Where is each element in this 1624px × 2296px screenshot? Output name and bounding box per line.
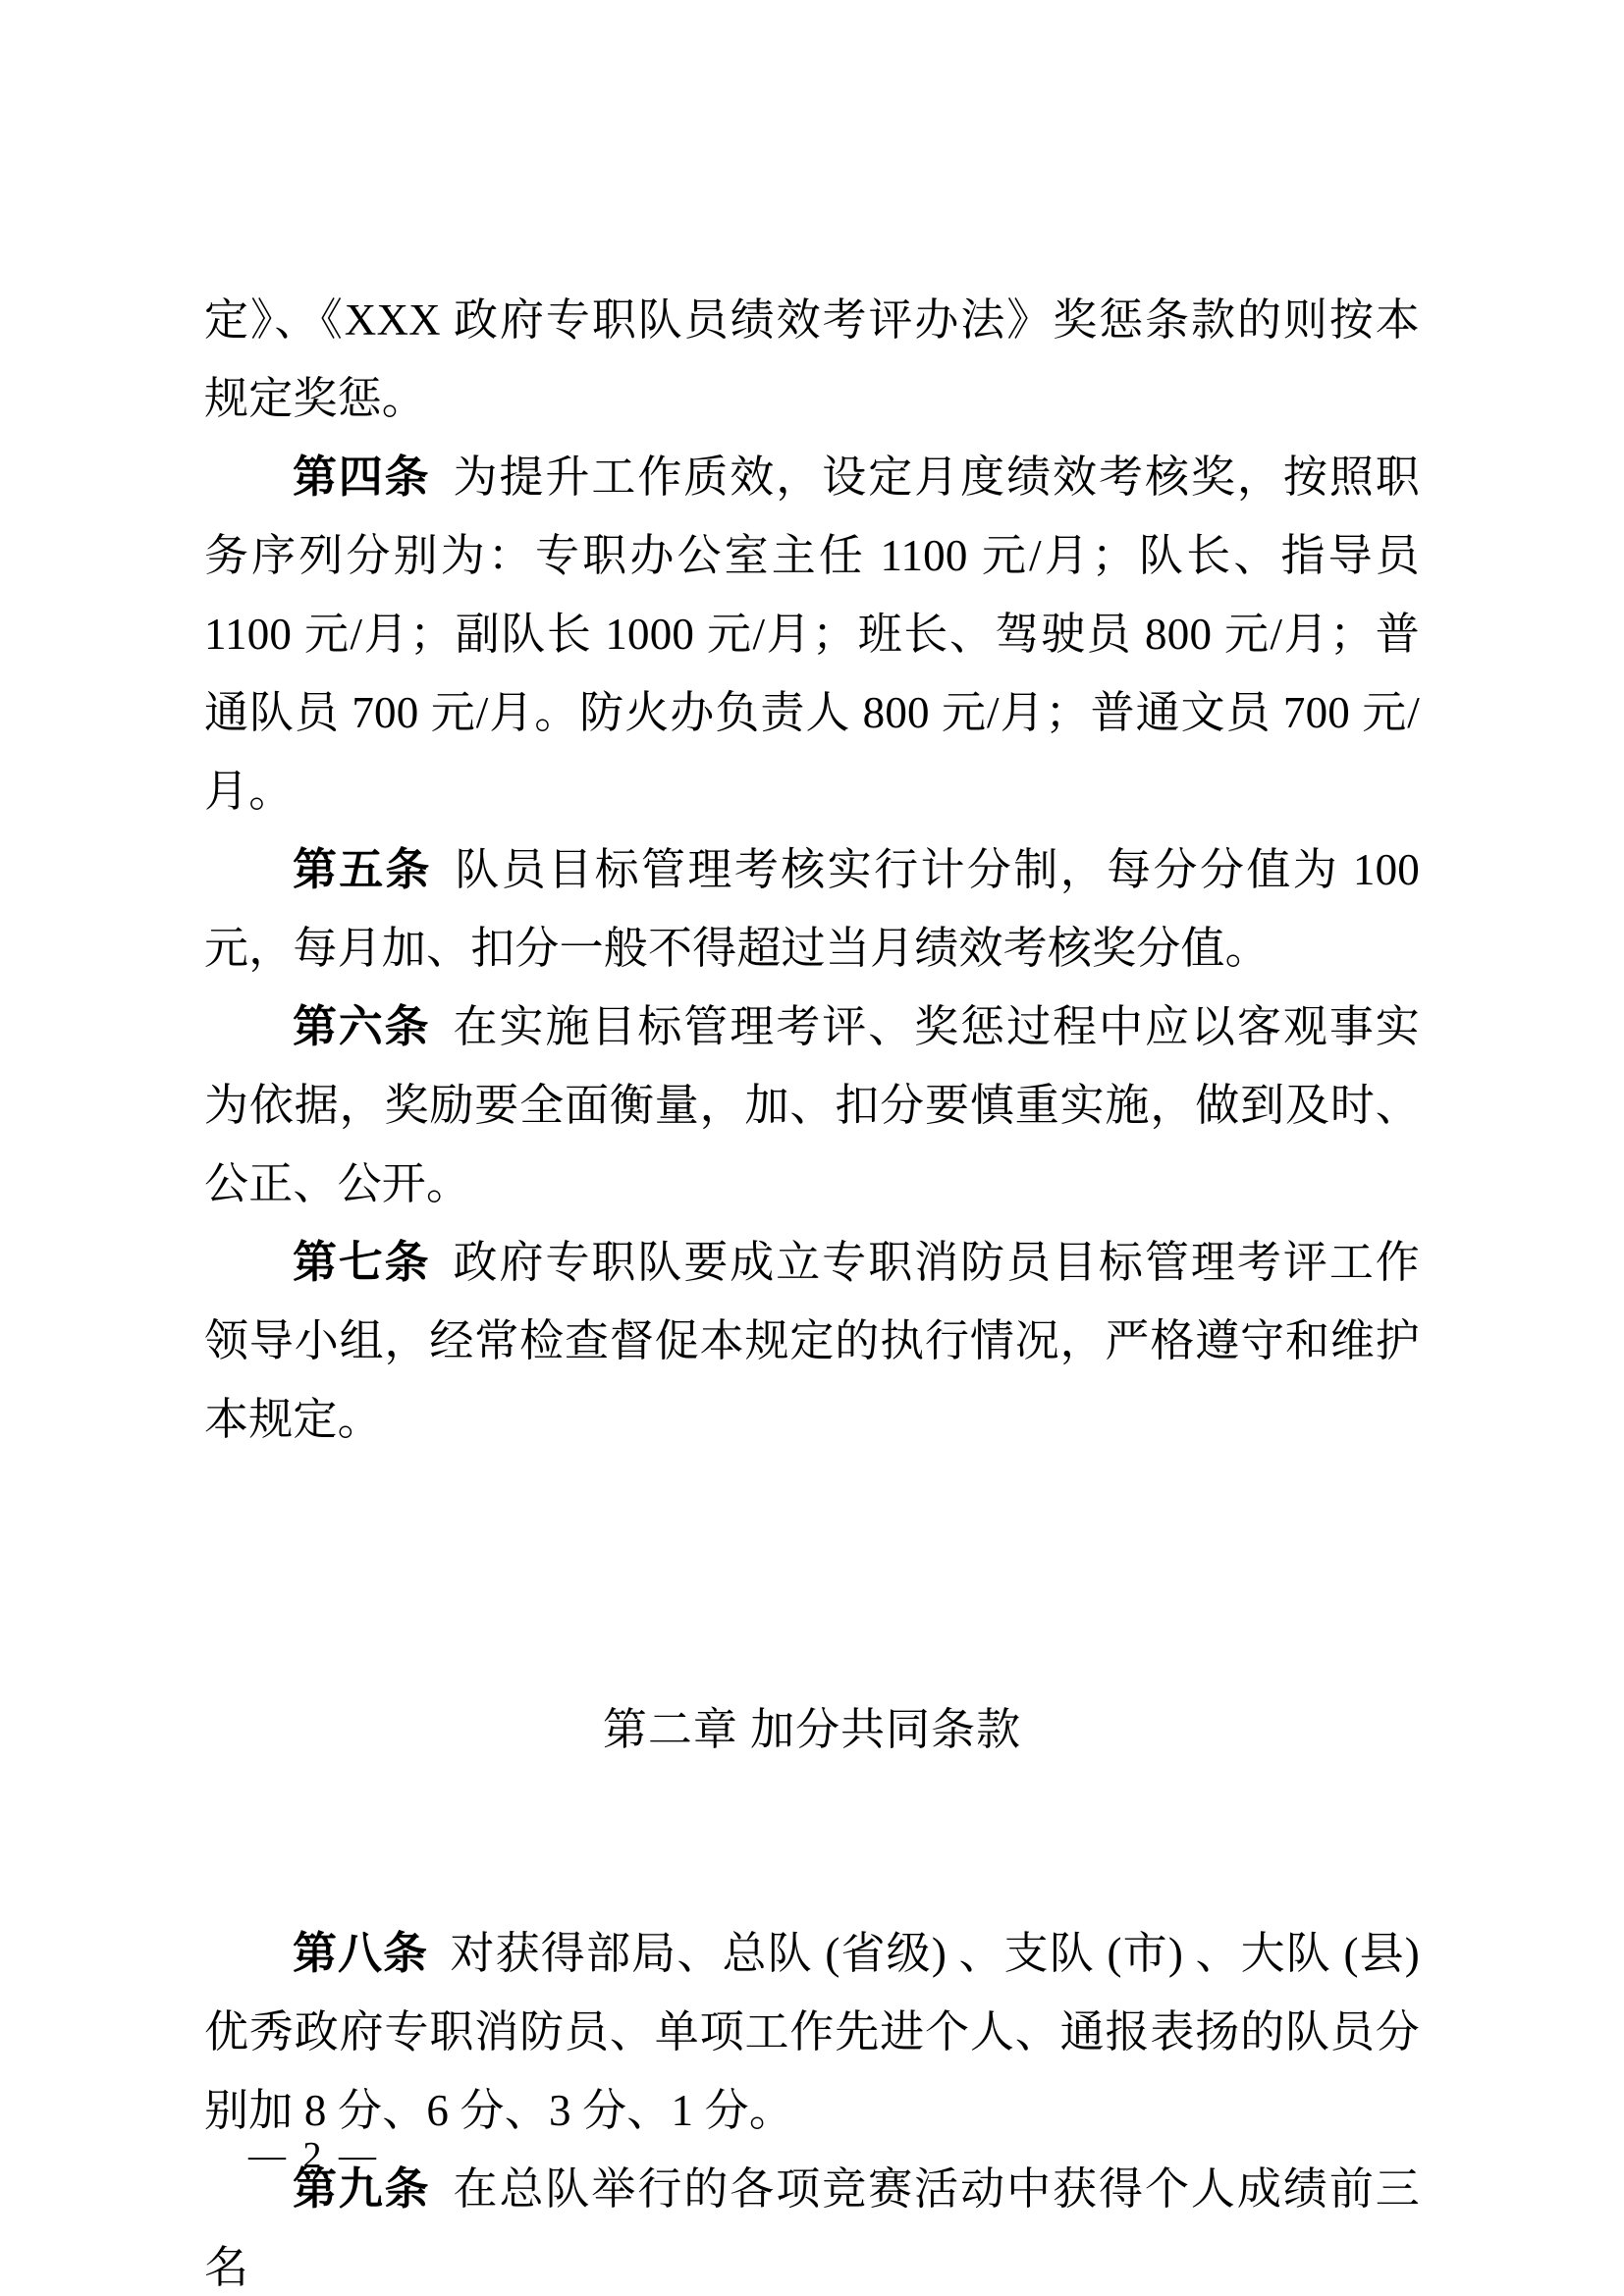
article-number-label: 第七条: [293, 1238, 431, 1287]
paragraph-article-6: [204, 988, 1420, 1223]
paragraph-text: 定》、《XXX 政府专职队员绩效考评办法》奖惩条款的则按本规定奖惩。: [204, 295, 1420, 423]
chapter-heading: 第二章 加分共同条款: [602, 1705, 1022, 1754]
paragraph-text: 为提升工作质效，设定月度绩效考核奖，按照职务序列分别为：专职办公室主任 1100 元/月；队长、指导员 1100 元/月；副队长 1000 元/月；班长、驾驶员 800 元/月；普通队员 700 元/月。防火办负责人 800 元/月；普通文员 700 元/月。: [204, 453, 1420, 816]
article-number-label: 第六条: [293, 1002, 431, 1051]
article-number-label: 第五条: [293, 845, 432, 894]
page-number-footer: — 2 —: [248, 2135, 380, 2176]
article-number-label: 第九条: [293, 2164, 431, 2214]
paragraph-text: 在实施目标管理考评、奖惩过程中应以客观事实为依据，奖励要全面衡量，加、扣分要慎重实施，做到及时、公正、公开。: [204, 1002, 1420, 1208]
paragraph-article-8: [204, 1914, 1420, 2150]
paragraph-text: 对获得部局、总队 (省级) 、支队 (市) 、大队 (县) 优秀政府专职消防员、单项工作先进个人、通报表扬的队员分别加 8 分、6 分、3 分、1 分。: [204, 1929, 1420, 2135]
paragraph-continuation: [204, 281, 1420, 438]
paragraph-article-7: [204, 1223, 1420, 1459]
vertical-spacer: [204, 1769, 1420, 1914]
article-number-label: 第八条: [293, 1929, 428, 1978]
paragraph-article-5: [204, 830, 1420, 988]
document-body: [204, 281, 1420, 2296]
vertical-spacer: [204, 1459, 1420, 1690]
paragraph-text: 队员目标管理考核实行计分制，每分分值为 100 元，每月加、扣分一般不得超过当月绩效考核奖分值。: [204, 845, 1420, 973]
paragraph-article-4: [204, 438, 1420, 830]
paragraph-text: 政府专职队要成立专职消防员目标管理考评工作领导小组，经常检查督促本规定的执行情况，严格遵守和维护本规定。: [204, 1238, 1420, 1444]
article-number-label: 第四条: [293, 453, 431, 502]
paragraph-text: 在总队举行的各项竞赛活动中获得个人成绩前三名: [204, 2164, 1420, 2292]
